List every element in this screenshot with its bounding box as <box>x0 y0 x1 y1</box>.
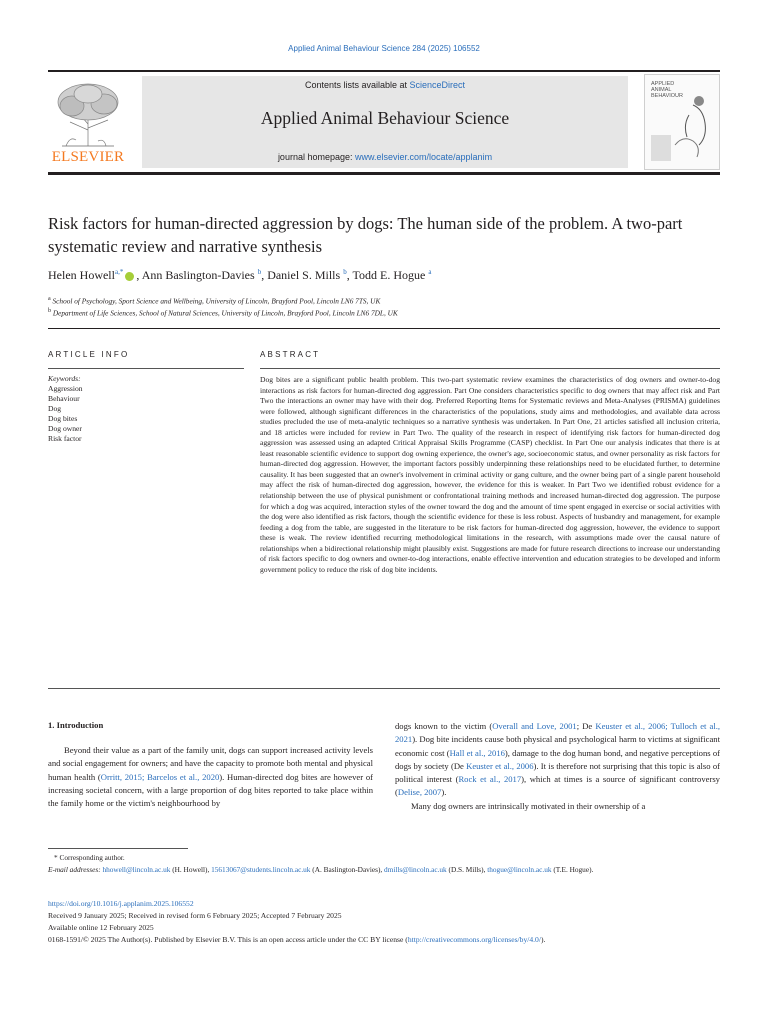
available-online-date: Available online 12 February 2025 <box>48 923 154 932</box>
journal-cover-thumbnail[interactable] <box>644 74 720 170</box>
author-name[interactable]: Daniel S. Mills <box>267 268 341 282</box>
author-name[interactable]: Todd E. Hogue <box>352 268 426 282</box>
affiliation-b: $^b$ Department of Life Sciences, School of Natural Sciences, University of Lincoln, Brayford Pool, Lincoln LN6 7DL, UK <box>48 308 398 318</box>
keywords-label: Keywords: <box>48 374 81 383</box>
article-info-heading: ARTICLE INFO <box>48 350 130 359</box>
journal-title: Applied Animal Behaviour Science <box>260 108 510 128</box>
journal-homepage-link[interactable]: www.elsevier.com/locate/applanim <box>355 152 493 162</box>
author-list: Helen Howell$^{a,*}$ , Ann Baslington-Davies $^b$, Daniel S. Mills $^b$, Todd E. Hogue $^a$ <box>48 268 432 282</box>
abstract-bottom-divider <box>48 688 720 689</box>
intro-right-column <box>395 720 720 813</box>
intro-paragraph: dogs known to the victim (Overall and Love, 2001; De Keuster et al., 2006; Tulloch et al., 2021). Dog bite incidents cause both physical and psychological harm to victims at significant economic cost (Hall et al., 2016), damage to the dog human bond, and negative perceptions of dogs by society (De Keuster et al., 2006). It is therefore not surprising that this topic is also of political interest (Rock et al., 2017), which at times is a source of significant controversy (Delise, 2007). <box>395 721 721 798</box>
citation-link[interactable]: Overall and Love, 2001 <box>492 721 577 731</box>
copyright-notice: 0168-1591/© 2025 The Author(s). Published by Elsevier B.V. This is an open access article under the CC BY license (http://creativecommons.org/licenses/by/4.0/). <box>48 935 546 944</box>
elsevier-wordmark: ELSEVIER <box>51 149 125 165</box>
author-name[interactable]: Helen Howell <box>48 268 115 282</box>
email-link[interactable]: thogue@lincoln.ac.uk <box>487 865 552 874</box>
affiliation-a: $^a$ School of Psychology, Sport Science and Wellbeing, University of Lincoln, Brayford Pool, Lincoln LN6 7TS, UK <box>48 296 381 306</box>
authors-divider <box>48 328 720 329</box>
author-affiliation-mark[interactable]: b <box>257 268 262 276</box>
keyword: Aggression <box>48 384 83 393</box>
citation-link[interactable]: Keuster et al., 2006 <box>466 760 534 771</box>
author-affiliation-mark[interactable]: a <box>428 268 432 276</box>
sciencedirect-link[interactable]: ScienceDirect <box>409 80 466 90</box>
email-addresses: E-mail addresses: hhowell@lincoln.ac.uk (H. Howell), 15613067@students.lincoln.ac.uk (A. Baslington-Davies), dmills@lincoln.ac.uk (D.S. Mills), thogue@lincoln.ac.uk (T.E. Hogue). <box>48 865 594 874</box>
doi-link[interactable]: https://doi.org/10.1016/j.applanim.2025.106552 <box>48 899 194 908</box>
citation-link[interactable]: Delise, 2007 <box>397 787 442 798</box>
elsevier-tree-icon <box>48 80 128 148</box>
elsevier-logo <box>48 80 128 166</box>
journal-homepage-line: journal homepage: www.elsevier.com/locate/applanim <box>277 152 493 162</box>
email-link[interactable]: 15613067@students.lincoln.ac.uk <box>211 865 311 874</box>
received-dates: Received 9 January 2025; Received in revised form 6 February 2025; Accepted 7 February 2025 <box>48 911 342 920</box>
footnote-divider <box>48 848 188 849</box>
article-info-divider <box>48 368 244 369</box>
author-affiliation-mark[interactable]: b <box>343 268 347 276</box>
introduction-heading: 1. Introduction <box>48 720 104 730</box>
intro-paragraph: Many dog owners are intrinsically motivated in their ownership of a <box>411 800 646 811</box>
keyword: Dog owner <box>48 424 82 433</box>
contents-line: Contents lists available at ScienceDirect <box>304 80 466 90</box>
email-link[interactable]: dmills@lincoln.ac.uk <box>384 865 447 874</box>
article-title: Risk factors for human-directed aggression by dogs: The human side of the problem. A two-part systematic review and narrative synthesis <box>48 214 683 256</box>
abstract-divider <box>260 368 720 369</box>
top-divider <box>48 70 720 72</box>
orcid-icon[interactable] <box>125 272 134 281</box>
corresponding-author-note: * Corresponding author. <box>54 853 125 862</box>
citation-link[interactable]: Keuster et al., 2006; Tulloch et al., 2021 <box>395 721 721 745</box>
email-link[interactable]: hhowell@lincoln.ac.uk <box>102 865 171 874</box>
author-name[interactable]: Ann Baslington-Davies <box>141 268 255 282</box>
keyword: Dog bites <box>48 414 78 423</box>
keyword: Risk factor <box>48 434 82 443</box>
license-link[interactable]: http://creativecommons.org/licenses/by/4.0/ <box>407 935 541 944</box>
journal-reference[interactable]: Applied Animal Behaviour Science 284 (2025) 106552 <box>288 44 480 53</box>
cover-illustration-icon <box>645 75 719 169</box>
keywords-list <box>48 374 244 444</box>
abstract-text: Dog bites are a significant public health problem. This two-part systematic review examines the characteristics of dog owners and owner-to-dog interactions as risk factors for human-directed dog aggression. Part One considers characteristics specific to dog owners that may affect risk and Part Two the interactions an owner may have with their dog. Preferred Reporting Items for Systematic reviews and Meta-Analyses (PRISMA) guidelines were followed, although significant differences in the characteristics of the populations, study aims and methodologies, and available data across studies precluded the use of meta-analytic techniques so a narrative synthesis was undertaken. In Part One, 21 articles satisfied all inclusion criteria, and 18 articles were included for review in Part Two. The quality of the research in respect of identifying risk factors for human-directed dog aggression was assessed using an adapted Critical Appraisal Skills Programme (CASP) checklist. In Part One our analysis indicates that there is at least reasonable scientific evidence to support dog owning experience, the owner's age, socioeconomic status, and owner personality as risk factors for human-directed dog aggression. However, the important factors possibly underpinning these relationships need to be elucidated further, to determine causality. It has been suggested that an owner's involvement in criminal activity or gang culture, and the owner being part of a single parent household may affect the risk of human-directed dog aggression, however, the evidence for this is weaker. In Part Two we identified robust evidence for a relationship between the use of physical punishment or confrontational training methods and increased human-directed dog aggression. The purpose for which a dog was acquired, interaction styles of the owner toward the dog and the amount of time spent engaged in exercise or social activities with the dog were also identified as risk factors, though the scientific evidence for these is less robust. Aspects of husbandry and management, for example feeding a dog from the table, are suggested in the literature to be risk factors for human-directed dog aggression, however, the evidence to support these is weak. The review identified recurring methodological limitations in the research, with assumptions made over the causal nature of relationships when a bidirectional relationship might plausibly exist. Suggestions are made for future research directions to increase our understanding of risk factors specific to dog owners and owner-to-dog interactions, enable effective intervention and education strategies to be developed and inform government policy to reduce the risk of dog bite incidents. <box>260 375 720 574</box>
intro-left-column: Beyond their value as a part of the family unit, dogs can support increased activity levels and social engagement for owners; and have the capacity to promote both mental and physical human health (Orritt, 2015; Barcelos et al., 2020). Human-directed dog bites are however of increasing societal concern, with a large proportion of dog bites reported to take place within the family home or the victim's neighbourhood by <box>48 745 374 809</box>
citation-link[interactable]: Rock et al., 2017 <box>458 774 522 785</box>
keyword: Behaviour <box>48 394 80 403</box>
header-divider <box>48 172 720 175</box>
citation-link[interactable]: Orritt, 2015; Barcelos et al., 2020 <box>100 771 220 782</box>
citation-link[interactable]: Hall et al., 2016 <box>449 747 505 758</box>
author-affiliation-mark[interactable]: a,* <box>114 268 124 276</box>
cover-title: APPLIED ANIMAL BEHAVIOUR <box>651 81 683 99</box>
abstract-heading: ABSTRACT <box>260 350 321 359</box>
keyword: Dog <box>48 404 62 413</box>
